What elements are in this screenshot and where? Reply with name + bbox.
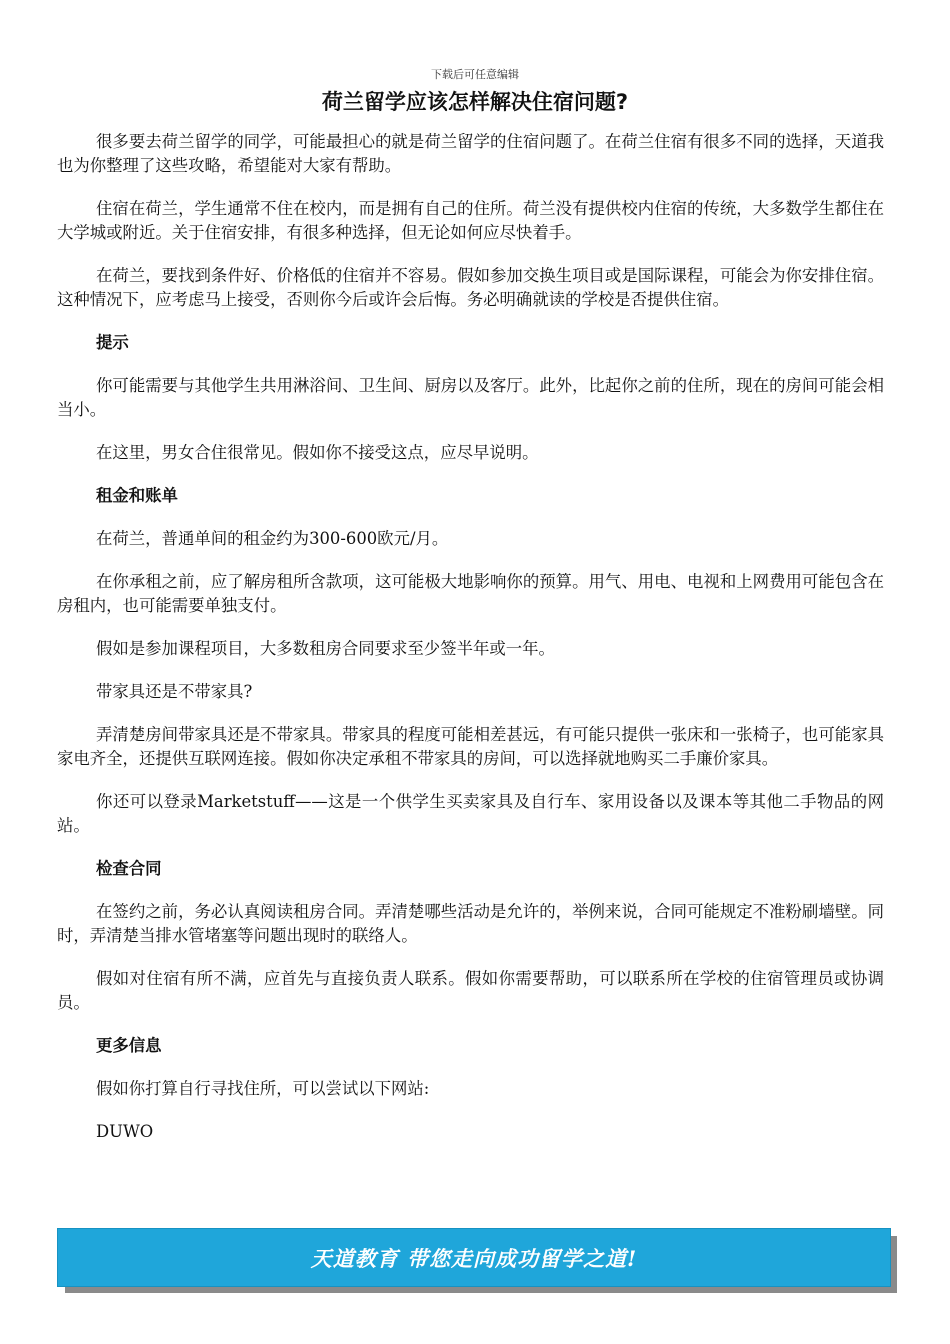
paragraph-finding-housing: 在荷兰，要找到条件好、价格低的住宿并不容易。假如参加交换生项目或是国际课程，可能会为你安排住宿。这种情况下，应考虑马上接受，否则你今后或许会后悔。务必明确就读的学校是否提供住宿。: [57, 266, 884, 309]
paragraph-rent-includes: 在你承租之前，应了解房租所含款项，这可能极大地影响你的预算。用气、用电、电视和上网费用可能包含在房租内，也可能需要单独支付。: [57, 572, 884, 615]
paragraph-duwo: DUWO: [96, 1122, 154, 1141]
paragraph-accommodation: 住宿在荷兰，学生通常不住在校内，而是拥有自己的住所。荷兰没有提供校内住宿的传统，大多数学生都住在大学城或附近。关于住宿安排，有很多种选择，但无论如何应尽快着手。: [57, 199, 884, 242]
section-heading-rent: 租金和账单: [96, 486, 178, 505]
paragraph-shared-facilities: 你可能需要与其他学生共用淋浴间、卫生间、厨房以及客厅。此外，比起你之前的住所，现在的房间可能会相当小。: [57, 376, 884, 419]
paragraph-intro: 很多要去荷兰留学的同学，可能最担心的就是荷兰留学的住宿问题了。在荷兰住宿有很多不同的选择，天道我也为你整理了这些攻略，希望能对大家有帮助。: [57, 132, 884, 175]
paragraph-furnished-details: 弄清楚房间带家具还是不带家具。带家具的程度可能相差甚远，有可能只提供一张床和一张椅子，也可能家具家电齐全，还提供互联网连接。假如你决定承租不带家具的房间，可以选择就地购买二手廉价家具。: [57, 725, 884, 768]
paragraph-mixed-housing: 在这里，男女合住很常见。假如你不接受这点，应尽早说明。: [96, 443, 539, 462]
header-note: 下载后可任意编辑: [431, 68, 519, 81]
footer-banner: [57, 1228, 891, 1287]
paragraph-websites: 假如你打算自行寻找住所，可以尝试以下网站:: [96, 1079, 430, 1098]
paragraph-contract-length: 假如是参加课程项目，大多数租房合同要求至少签半年或一年。: [96, 639, 555, 658]
section-heading-contract: 检查合同: [96, 859, 162, 878]
paragraph-complaints: 假如对住宿有所不满，应首先与直接负责人联系。假如你需要帮助，可以联系所在学校的住宿管理员或协调员。: [57, 969, 884, 1012]
paragraph-read-contract: 在签约之前，务必认真阅读租房合同。弄清楚哪些活动是允许的，举例来说，合同可能规定不准粉刷墙壁。同时，弄清楚当排水管堵塞等问题出现时的联络人。: [57, 902, 884, 945]
paragraph-furnished-question: 带家具还是不带家具?: [96, 682, 253, 701]
article-body: [57, 130, 884, 1163]
section-heading-tips: 提示: [96, 333, 129, 352]
section-heading-more-info: 更多信息: [96, 1036, 162, 1055]
paragraph-rent-price: 在荷兰，普通单间的租金约为300-600欧元/月。: [96, 529, 449, 548]
paragraph-marketstuff: 你还可以登录Marketstuff——这是一个供学生买卖家具及自行车、家用设备以及课本等其他二手物品的网站。: [57, 792, 884, 835]
page-title: 荷兰留学应该怎样解决住宿问题?: [321, 90, 629, 114]
banner-slogan: 天道教育 带您走向成功留学之道!: [310, 1245, 638, 1271]
